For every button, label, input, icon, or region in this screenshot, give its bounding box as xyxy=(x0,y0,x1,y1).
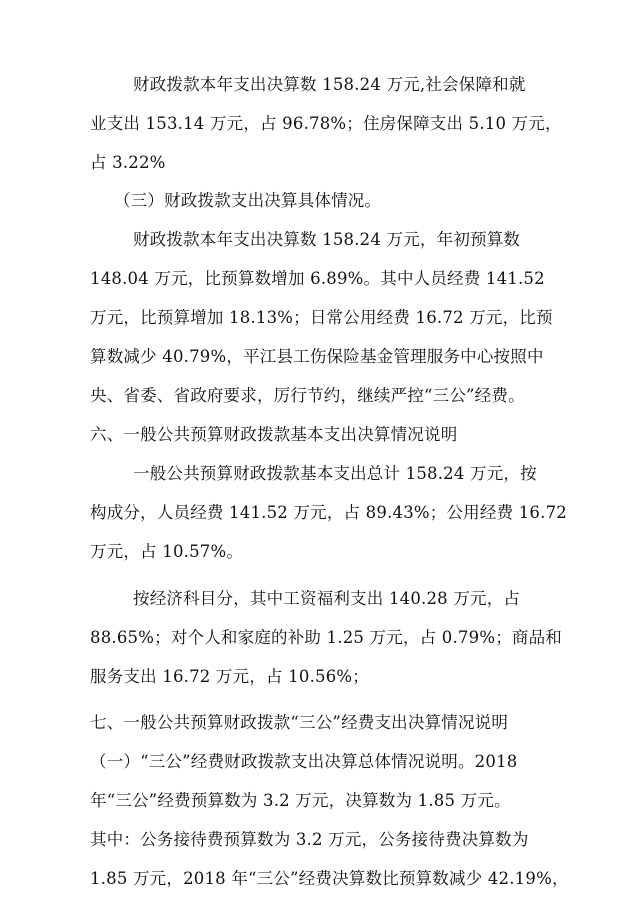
paragraph-line: 财政拨款本年支出决算数 158.24 万元,社会保障和就 xyxy=(133,75,526,94)
paragraph-line: 构成分，人员经费 141.52 万元，占 89.43%；公用经费 16.72 xyxy=(90,503,567,522)
paragraph-line: 148.04 万元，比预算数增加 6.89%。其中人员经费 141.52 xyxy=(90,269,545,288)
paragraph-line: 其中：公务接待费预算数为 3.2 万元，公务接待费决算数为 xyxy=(90,830,529,849)
section-heading: 六、一般公共预算财政拨款基本支出决算情况说明 xyxy=(90,425,458,444)
paragraph-line: （一）“三公”经费财政拨款支出决算总体情况说明。2018 xyxy=(90,752,518,771)
paragraph-line: 万元，占 10.57%。 xyxy=(90,542,244,561)
paragraph-line: 按经济科目分，其中工资福利支出 140.28 万元，占 xyxy=(133,589,521,608)
section-heading: 七、一般公共预算财政拨款“三公”经费支出决算情况说明 xyxy=(90,713,509,732)
section-heading: （三）财政拨款支出决算具体情况。 xyxy=(114,191,382,210)
paragraph-line: 算数减少 40.79%，平江县工伤保险基金管理服务中心按照中 xyxy=(90,347,544,366)
paragraph-line: 财政拨款本年支出决算数 158.24 万元，年初预算数 xyxy=(133,230,521,249)
paragraph-line: 88.65%；对个人和家庭的补助 1.25 万元，占 0.79%；商品和 xyxy=(90,628,563,647)
paragraph-line: 业支出 153.14 万元，占 96.78%；住房保障支出 5.10 万元， xyxy=(90,114,562,133)
paragraph-line: 服务支出 16.72 万元，占 10.56%； xyxy=(90,667,369,686)
paragraph-line: 万元，比预算增加 18.13%；日常公用经费 16.72 万元，比预 xyxy=(90,308,553,327)
paragraph-line: 占 3.22% xyxy=(90,153,166,172)
paragraph-line: 央、省委、省政府要求，厉行节约，继续严控“三公”经费。 xyxy=(90,386,525,405)
paragraph-line: 年“三公”经费预算数为 3.2 万元，决算数为 1.85 万元。 xyxy=(90,791,511,810)
paragraph-line: 一般公共预算财政拨款基本支出总计 158.24 万元，按 xyxy=(133,464,537,483)
paragraph-line: 1.85 万元，2018 年“三公”经费决算数比预算数减少 42.19%， xyxy=(90,869,569,888)
